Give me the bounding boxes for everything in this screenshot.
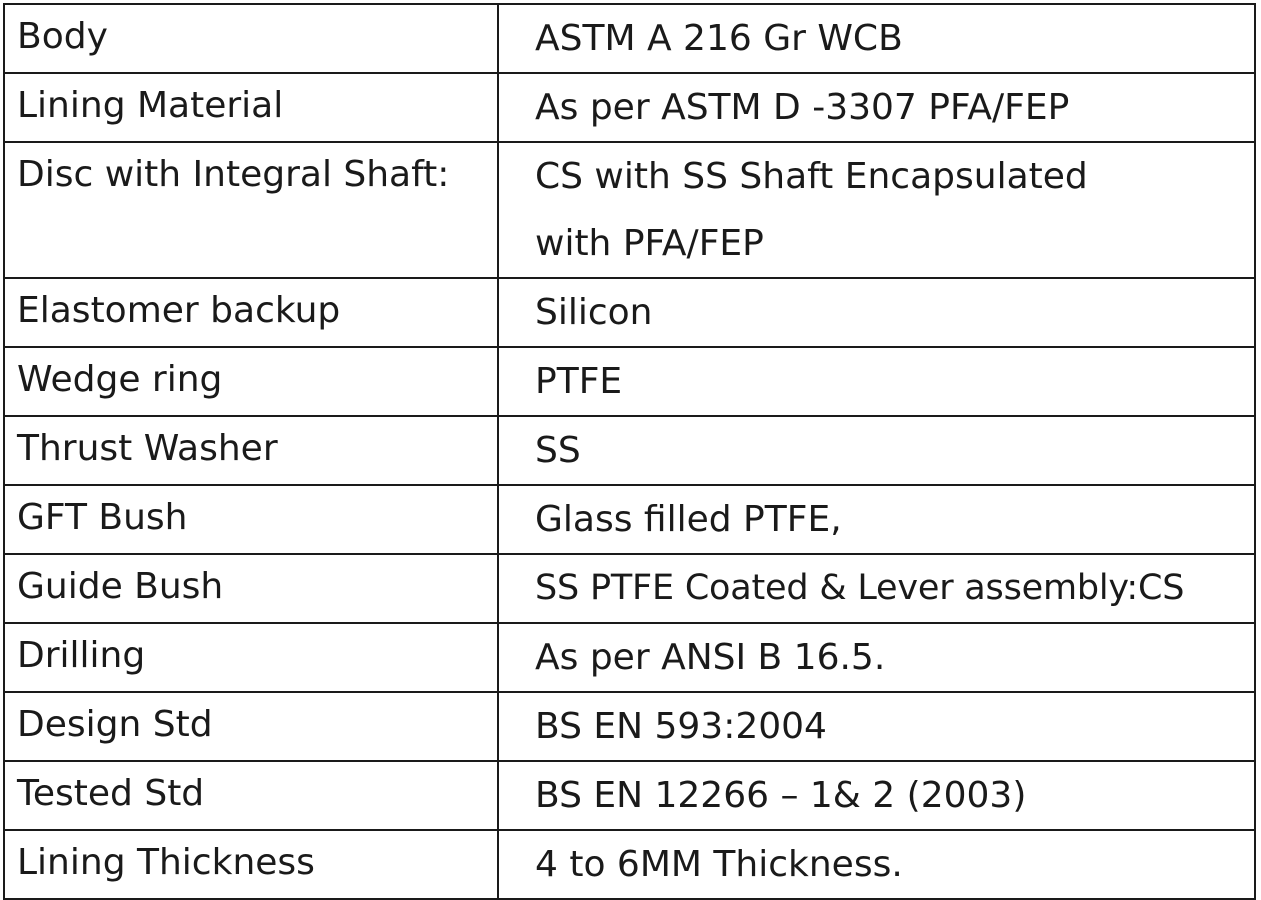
row-value-line: CS with SS Shaft Encapsulated — [535, 156, 1088, 197]
row-value-line: SS PTFE Coated & Lever assembly:CS — [535, 568, 1185, 608]
table-row — [4, 416, 1255, 485]
row-value-line: Glass filled PTFE, — [535, 499, 842, 540]
row-value — [498, 278, 1255, 347]
row-label: Drilling — [4, 623, 498, 692]
table-row — [4, 142, 1255, 278]
row-label: Guide Bush — [4, 554, 498, 623]
table-row — [4, 692, 1255, 761]
specification-table — [3, 3, 1256, 900]
table-row — [4, 761, 1255, 830]
row-value — [498, 416, 1255, 485]
row-value — [498, 4, 1255, 73]
row-value — [498, 485, 1255, 554]
row-label: GFT Bush — [4, 485, 498, 554]
table-row — [4, 4, 1255, 73]
table-row — [4, 73, 1255, 142]
row-label: Disc with Integral Shaft: — [4, 142, 498, 278]
table-row — [4, 830, 1255, 899]
row-value-line: 4 to 6MM Thickness. — [535, 844, 903, 885]
row-value — [498, 347, 1255, 416]
row-value — [498, 623, 1255, 692]
row-value-line: PTFE — [535, 361, 623, 402]
row-label: Body — [4, 4, 498, 73]
row-value-line: BS EN 593:2004 — [535, 706, 827, 747]
row-label: Tested Std — [4, 761, 498, 830]
row-value — [498, 142, 1255, 278]
row-value — [498, 830, 1255, 899]
row-label: Thrust Washer — [4, 416, 498, 485]
row-value — [498, 692, 1255, 761]
table-row — [4, 623, 1255, 692]
row-value — [498, 73, 1255, 142]
row-label: Wedge ring — [4, 347, 498, 416]
table-row — [4, 278, 1255, 347]
row-label: Design Std — [4, 692, 498, 761]
row-label: Elastomer backup — [4, 278, 498, 347]
row-value-line: SS — [535, 430, 581, 471]
table-row — [4, 347, 1255, 416]
row-value-line: As per ANSI B 16.5. — [535, 637, 886, 678]
row-value — [498, 554, 1255, 623]
row-value-line: ASTM A 216 Gr WCB — [535, 18, 903, 59]
row-value-line: with PFA/FEP — [535, 223, 764, 264]
row-value — [498, 761, 1255, 830]
table-row — [4, 554, 1255, 623]
row-value-line: Silicon — [535, 292, 653, 333]
row-label: Lining Material — [4, 73, 498, 142]
row-label: Lining Thickness — [4, 830, 498, 899]
row-value-line: BS EN 12266 – 1& 2 (2003) — [535, 775, 1027, 816]
row-value-line: As per ASTM D -3307 PFA/FEP — [535, 87, 1070, 128]
table-row — [4, 485, 1255, 554]
